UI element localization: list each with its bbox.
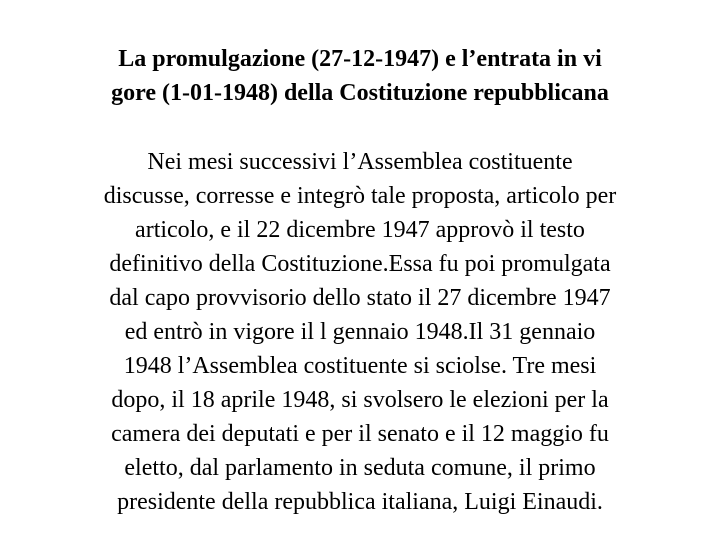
slide-body bbox=[40, 145, 680, 519]
body-line-9: camera dei deputati e per il senato e il 12 maggio fu bbox=[111, 421, 609, 447]
body-line-6: ed entrò in vigore il l gennaio 1948.Il 31 gennaio bbox=[124, 319, 596, 345]
body-line-7: 1948 l’Assemblea costituente si sciolse. Tre mesi bbox=[123, 353, 597, 379]
title-line-2: gore (1-01-1948) della Costituzione repubblicana bbox=[111, 80, 609, 106]
slide-title bbox=[40, 42, 680, 110]
body-line-2: discusse, corresse e integrò tale proposta, articolo per bbox=[103, 183, 617, 209]
body-line-1: Nei mesi successivi l’Assemblea costituente bbox=[147, 149, 573, 175]
body-line-3: articolo, e il 22 dicembre 1947 approvò il testo bbox=[135, 217, 585, 243]
title-line-1: La promulgazione (27-12-1947) e l’entrata in vi bbox=[118, 46, 602, 72]
body-line-11: presidente della repubblica italiana, Luigi Einaudi. bbox=[117, 489, 603, 515]
body-line-10: eletto, dal parlamento in seduta comune, il primo bbox=[124, 455, 596, 481]
body-line-8: dopo, il 18 aprile 1948, si svolsero le elezioni per la bbox=[111, 387, 609, 413]
body-line-4: definitivo della Costituzione.Essa fu poi promulgata bbox=[109, 251, 611, 277]
body-line-5: dal capo provvisorio dello stato il 27 dicembre 1947 bbox=[109, 285, 611, 311]
